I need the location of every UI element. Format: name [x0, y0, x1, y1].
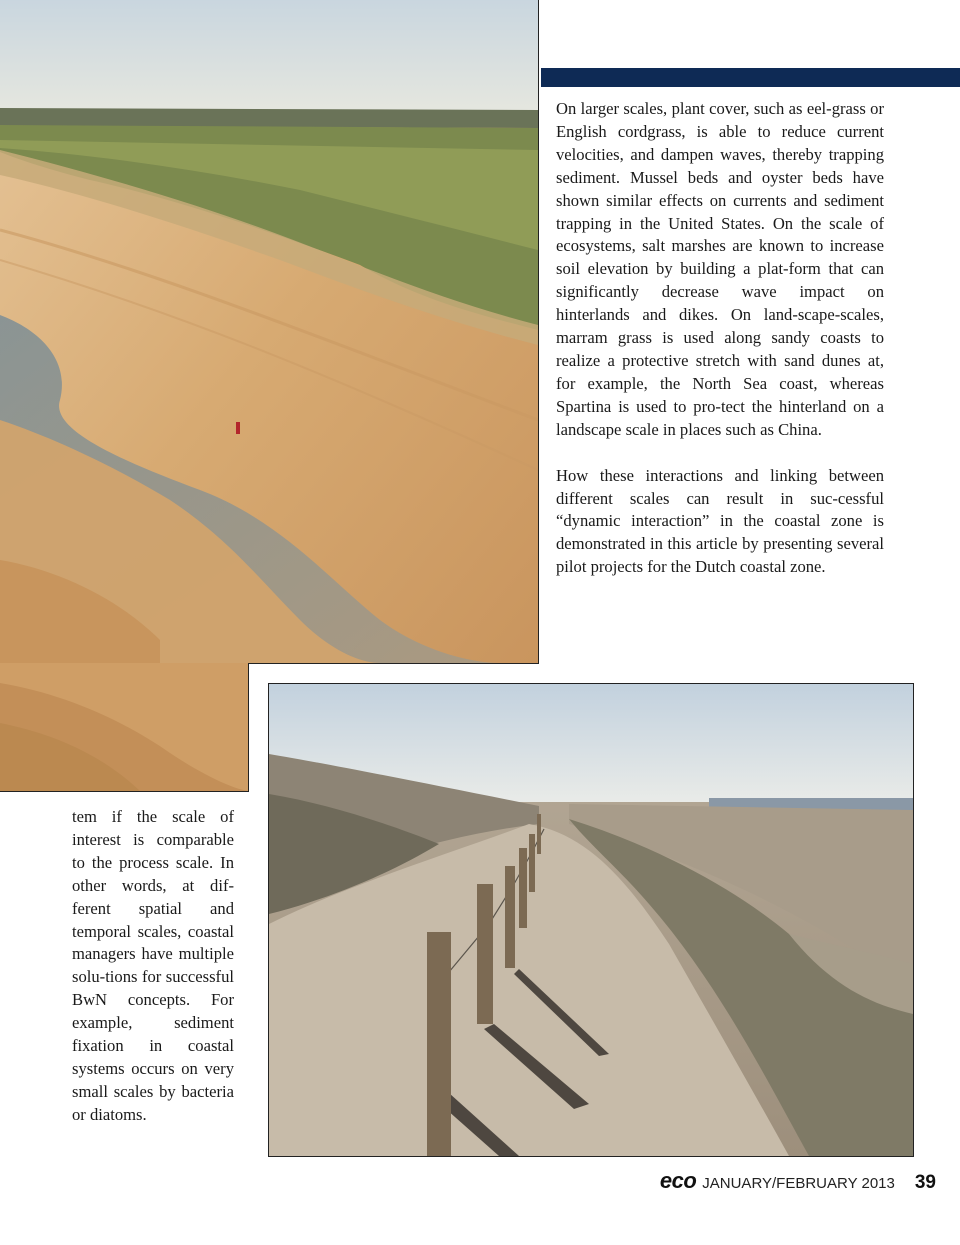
- aerial-beach-illustration: [0, 0, 538, 663]
- dune-fence-illustration: [269, 684, 913, 1156]
- right-text-column: [556, 98, 884, 602]
- page-footer: [660, 1168, 936, 1194]
- aerial-beach-lower-illustration: [0, 663, 248, 791]
- page-number: 39: [914, 1172, 936, 1193]
- issue-date: JANUARY/FEBRUARY 2013: [702, 1175, 895, 1192]
- left-text-column: [72, 806, 234, 1127]
- dune-fence-photo: [268, 683, 914, 1157]
- aerial-beach-photo: [0, 0, 539, 664]
- aerial-beach-photo-extension: [0, 663, 249, 792]
- magazine-brand: eco: [659, 1168, 697, 1193]
- paragraph-process-scale: tem if the scale of interest is comparable to the process scale. In other words, at dif-ferent spatial and temporal scales, coastal managers have multiple solu-tions for successful BwN concepts. For example, sediment fixation in coastal systems occurs on very small scales by bacteria or diatoms.: [72, 807, 234, 1124]
- paragraph-scales: On larger scales, plant cover, such as eel-grass or English cordgrass, is able to reduce current velocities, and dampen waves, thereby trapping sediment. Mussel beds and oyster beds have shown similar effects on currents and sediment trapping in the United States. On the scale of ecosystems, salt marshes are known to increase soil elevation by building a plat-form that can significantly decrease wave impact on hinterlands and dikes. On land-scape-scales, marram grass is used along sandy coasts to realize a protective stretch with sand dunes at, for example, the North Sea coast, whereas Spartina is used to pro-tect the hinterland on a landscape scale in places such as China.: [556, 99, 884, 439]
- paragraph-dynamic-interaction: How these interactions and linking between different scales can result in suc-cessful “dynamic interaction” in the coastal zone is demonstrated in this article by presenting several pilot projects for the Dutch coastal zone.: [556, 465, 884, 577]
- section-header-bar: [541, 68, 960, 87]
